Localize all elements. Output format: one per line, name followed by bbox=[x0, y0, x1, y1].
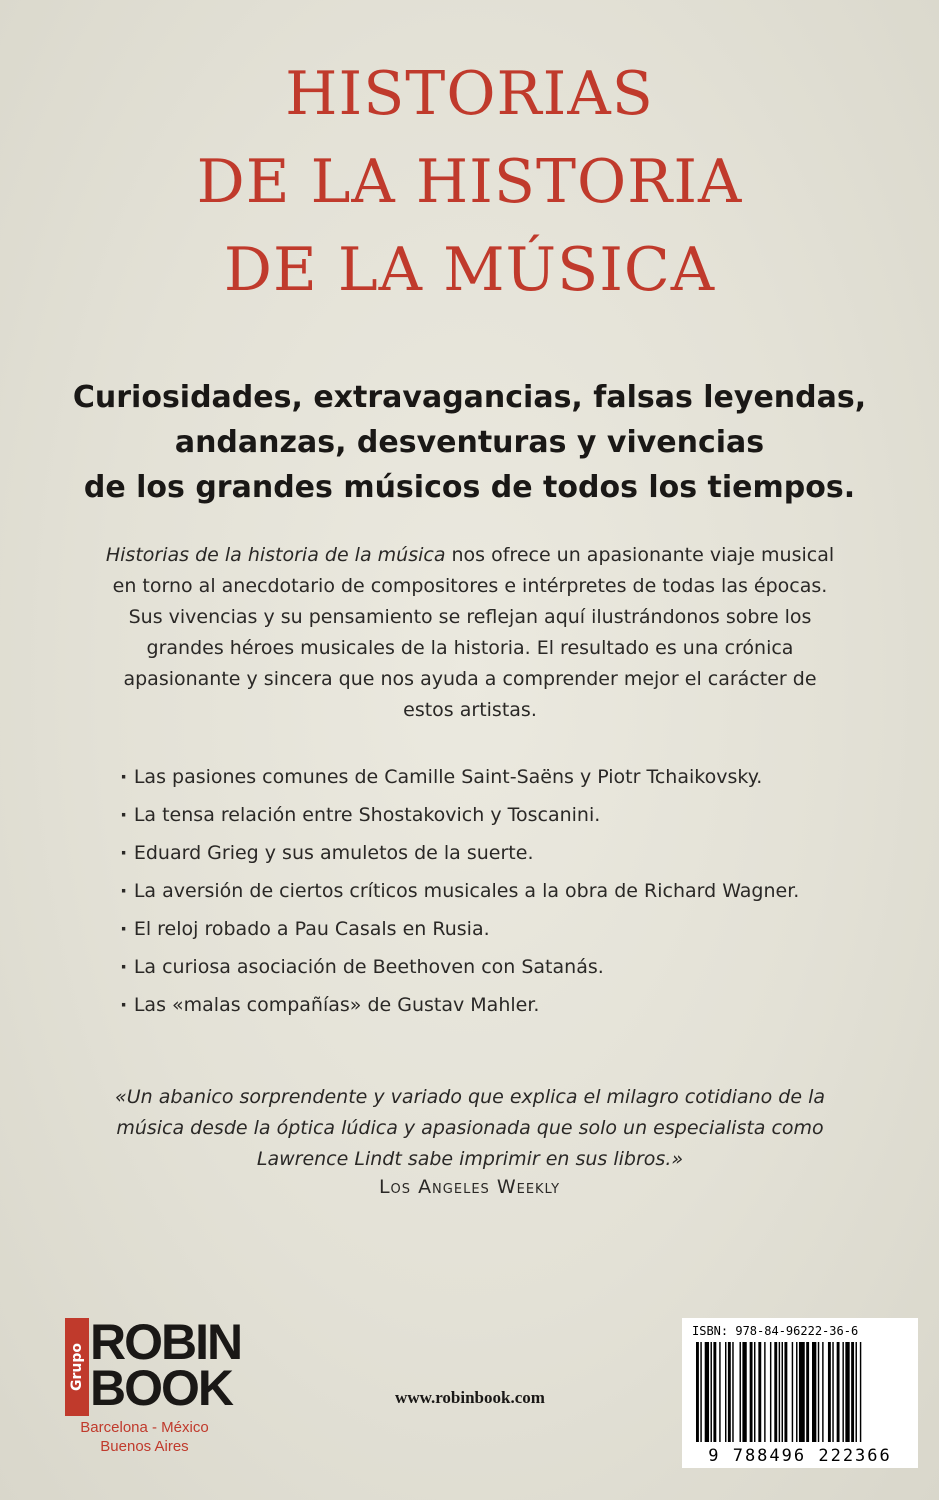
tagline-line-3: de los grandes músicos de todos los tiempos. bbox=[83, 470, 856, 505]
list-item: · La curiosa asociación de Beethoven con Satanás. bbox=[120, 948, 910, 986]
logo-grupo-label: Grupo bbox=[69, 1343, 85, 1392]
barcode-bar bbox=[806, 1342, 809, 1442]
barcode-bar bbox=[696, 1342, 699, 1442]
barcode-bars bbox=[696, 1342, 904, 1442]
barcode-bar bbox=[792, 1342, 793, 1442]
publisher-cities-line-1: Barcelona - México bbox=[80, 1419, 209, 1436]
title-line-3: DE LA MÚSICA bbox=[223, 235, 716, 305]
barcode-bar bbox=[758, 1342, 761, 1442]
tagline-line-1: Curiosidades, extravagancias, falsas leyendas, bbox=[72, 380, 867, 415]
description bbox=[100, 540, 840, 726]
title-line-2: DE LA HISTORIA bbox=[196, 147, 743, 217]
barcode bbox=[682, 1318, 918, 1468]
barcode-bar bbox=[837, 1342, 840, 1442]
review-source: Los Angeles Weekly bbox=[378, 1176, 561, 1198]
book-title bbox=[0, 50, 939, 314]
list-item: · La aversión de ciertos críticos musicales a la obra de Richard Wagner. bbox=[120, 872, 910, 910]
logo-book-text: BOOK bbox=[90, 1360, 232, 1416]
list-item: · El reloj robado a Pau Casals en Rusia. bbox=[120, 910, 910, 948]
barcode-bar bbox=[711, 1342, 712, 1442]
website-link[interactable]: www.robinbook.com bbox=[395, 1388, 545, 1407]
publisher-logo bbox=[62, 1314, 242, 1458]
barcode-bar bbox=[750, 1342, 753, 1442]
barcode-bar bbox=[796, 1342, 797, 1442]
barcode-bar bbox=[842, 1342, 843, 1442]
barcode-bar bbox=[713, 1342, 716, 1442]
list-item: · Las «malas compañías» de Gustav Mahler. bbox=[120, 986, 910, 1024]
publisher-cities-line-2: Buenos Aires bbox=[100, 1438, 189, 1455]
tagline bbox=[0, 375, 939, 510]
barcode-bar bbox=[719, 1342, 720, 1442]
barcode-bar bbox=[732, 1342, 733, 1442]
barcode-bar bbox=[782, 1342, 783, 1442]
tagline-line-2: andanzas, desventuras y vivencias bbox=[174, 425, 765, 460]
barcode-bar bbox=[856, 1342, 857, 1442]
logo-robin-text: ROBIN bbox=[90, 1314, 242, 1370]
isbn-label: ISBN: 978-84-96222-36-6 bbox=[692, 1324, 859, 1338]
review-quote: «Un abanico sorprendente y variado que explica el milagro cotidiano de la música desde la óptica lúdica y apasionada que solo un especialista como Lawrence Lindt sabe imprimir en sus libros.» bbox=[115, 1086, 825, 1170]
list-item: · Las pasiones comunes de Camille Saint-Saëns y Piotr Tchaikovsky. bbox=[120, 758, 910, 796]
barcode-bar bbox=[851, 1342, 854, 1442]
list-item: · Eduard Grieg y sus amuletos de la suerte. bbox=[120, 834, 910, 872]
barcode-bar bbox=[828, 1342, 831, 1442]
description-italic-title: Historias de la historia de la música bbox=[105, 544, 446, 566]
barcode-bar bbox=[784, 1342, 787, 1442]
barcode-bar bbox=[754, 1342, 755, 1442]
ean-digits: 9 788496 222366 bbox=[708, 1446, 892, 1466]
description-text: nos ofrece un apasionante viaje musical en torno al anecdotario de compositores e intérpretes de todas las épocas. Sus vivencias y su pensamiento se reflejan aquí ilustrándonos sobre los grandes héroes musicales de la historia. El resultado es una crónica apasionante y sincera que nos ayuda a comprender mejor el carácter de estos artistas. bbox=[112, 544, 835, 721]
barcode-bar bbox=[728, 1342, 731, 1442]
list-item: · La tensa relación entre Shostakovich y Toscanini. bbox=[120, 796, 910, 834]
highlights-list bbox=[120, 758, 910, 1024]
title-line-1: HISTORIAS bbox=[285, 59, 654, 129]
barcode-bar bbox=[812, 1342, 816, 1442]
barcode-bar bbox=[860, 1342, 861, 1442]
barcode-bar bbox=[779, 1342, 780, 1442]
barcode-bar bbox=[774, 1342, 777, 1442]
barcode-bar bbox=[770, 1342, 771, 1442]
barcode-bar bbox=[845, 1342, 849, 1442]
barcode-bar bbox=[742, 1342, 746, 1442]
barcode-bar bbox=[700, 1342, 701, 1442]
barcode-bar bbox=[822, 1342, 823, 1442]
barcode-bar bbox=[705, 1342, 709, 1442]
barcode-bar bbox=[818, 1342, 819, 1442]
barcode-bar bbox=[799, 1342, 805, 1442]
barcode-bar bbox=[740, 1342, 741, 1442]
barcode-bar bbox=[764, 1342, 765, 1442]
barcode-bar bbox=[725, 1342, 726, 1442]
publisher-cities bbox=[62, 1418, 227, 1456]
barcode-bar bbox=[832, 1342, 833, 1442]
